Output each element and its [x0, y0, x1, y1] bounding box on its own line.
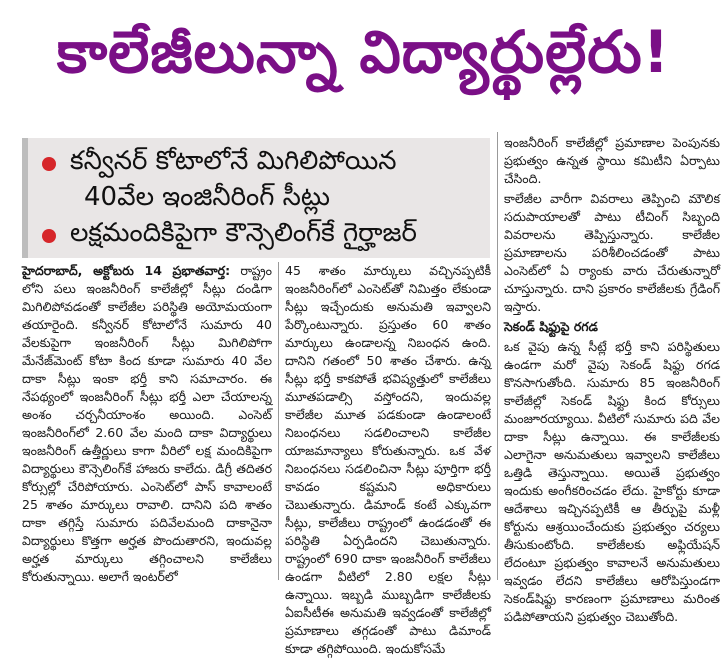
- dateline: హైదరాబాద్, అక్టోబరు 14 ప్రభాతవార్త:: [22, 263, 231, 278]
- article-text: 45 శాతం మార్కులు వచ్చినప్పటికీ ఇంజనీరింగ్‌లో ఎంసెట్‌తో నిమిత్తం లేకుండా సీట్లు ఇచ్చేందుకు అనుమతి ఇవ్వాలని పేర్కొంటున్నారు. ప్రస్తుతం 60 శాతం మార్కులు ఉండాలన్న నిబంధన ఉంది. దానిని గతంలో 50 శాతం చేశారు. ఉన్న సీట్లు భర్తీ కాకపోతే భవిష్యత్తులో కాలేజీలు మూతపడాల్సి వస్తోందని, ఇందువల్ల కాలేజీల మూత పడకుండా ఉండాలంటే నిబంధనలు సడలించాలని కాలేజీల యాజమాన్యాలు కోరుతున్నారు. ఒక వేళ నిబంధనలు సడలించినా సీట్లు పూర్తిగా భర్తీ కావడం కష్టమని అధికారులు చెబుతున్నారు. డిమాండ్ కంటే ఎక్కువగా సీట్లు, కాలేజీలు రాష్ట్రంలో ఉండడంతో ఈ పరిస్థితి ఏర్పడిందని చెబుతున్నారు. రాష్ట్రంలో 690 దాకా ఇంజనీరింగ్ కాలేజీలు ఉండగా వీటిలో 2.80 లక్షల సీట్లు ఉన్నాయి. ఇబ్బడి ముబ్బడిగా కాలేజీలకు ఏఐసీటీఈ అనుమతి ఇవ్వడంతో కాలేజీల్లో ప్రమాణాలు తగ్గడంతో పాటు డిమాండ్ కూడా తగ్గిపోయింది. ఇందుకోసమే: [285, 263, 491, 656]
- headline: కాలేజీలున్నా విద్యార్థుల్లేరు!: [56, 17, 671, 86]
- column-divider: [278, 262, 279, 580]
- bullet-continuation: [84, 182, 330, 218]
- article-text: ఇంజనీరింగ్ కాలేజీల్లో ప్రమాణాల పెంపునకు ప్రభుత్వం ఉన్నత స్థాయి కమిటీని ఏర్పాటు చేసింది.: [504, 135, 720, 186]
- article-text: కాలేజీల వారీగా వివరాలు తెప్పించి మౌలిక సదుపాయాలతో పాటు టీచింగ్ సిబ్బంది వివరాలను తెప్పిస్తున్నారు. కాలేజీల ప్రమాణాలను పరిశీలించడంతో పాటు ఎంసెట్‌లో ఏ ర్యాంకు వారు చేరుతున్నారో చూస్తున్నారు. దాని ప్రకారం కాలేజీలకు గ్రేడింగ్ ఇస్తారు.: [504, 191, 720, 314]
- bullet-dot-icon: [42, 229, 56, 243]
- bullet-text: 40వేల ఇంజినీరింగ్ సీట్లు: [84, 182, 330, 212]
- bullet-text: కన్వీనర్ కోటాలోనే మిగిలిపోయిన: [70, 146, 397, 176]
- subheading: సెకండ్ షిఫ్టుపై రగడ: [504, 319, 598, 334]
- article-column-2: [285, 262, 491, 656]
- column-divider: [497, 132, 498, 580]
- bullet-text: లక్షమందికిపైగా కౌన్సెలింగ్‌కే గైర్హాజర్: [70, 218, 417, 248]
- article-text: రాష్ట్రం లోని పలు ఇంజనీరింగ్ కాలేజీల్లో సీట్లు దండిగా మిగిలిపోవడంతో కాలేజీల పరిస్థితి అయోమయంగా తయారైంది. కన్వీనర్ కోటాలోనే సుమారు 40 వేలకుపైగా ఇంజనీరింగ్ సీట్లు మిగిలిపోగా మేనేజ్‌మెంట్ కోటా కింద కూడా సుమారు 40 వేల దాకా సీట్లు ఇంకా భర్తీ కాని సమాచారం. ఈ నేపథ్యంలో ఇంజనీరింగ్ సీట్లు భర్తీ ఎలా చేయాలన్న అంశం చర్చనీయాంశం అయింది. ఎంసెట్ ఇంజనీరింగ్‌లో 2.60 వేల మంది దాకా విద్యార్థులు ఇంజనీరింగ్ ఉత్తీర్ణులు కాగా వీరిలో లక్ష మందికిపైగా విద్యార్థులు కౌన్సెలింగ్‌కే హాజరు కాలేదు. డిగ్రీ తదితర కోర్సుల్లో చేరిపోయారు. ఎంసెట్‌లో పాస్ కావాలంటే 25 శాతం మార్కులు రావాలి. దానిని పది శాతం దాకా తగ్గిస్తే సుమారు పదివేలమంది దాకానైనా విద్యార్థులు కొత్తగా అర్హత పొందుతారని, ఇందువల్ల అర్హత మార్కులు తగ్గించాలని కాలేజీలు కోరుతున్నాయి. అలాగే ఇంటర్‌లో: [22, 263, 272, 584]
- article-column-3: [504, 134, 720, 624]
- bullet-item: [42, 218, 417, 254]
- bullet-dot-icon: [42, 157, 56, 171]
- article-column-1: [22, 262, 272, 584]
- article-text: ఒక వైపు ఉన్న సీట్లే భర్తీ కాని పరిస్థితులు ఉండగా మరో వైపు సెకండ్ షిఫ్టు రగడ కొనసాగుతోంది. సుమారు 85 ఇంజనీరింగ్ కాలేజీల్లో సెకండ్ షిఫ్టు కింద కోర్సులు మంజూరయ్యాయి. వీటిలో సుమారు పది వేల దాకా సీట్లు ఉన్నాయి. ఈ కాలేజీలకు ఎలాగైనా అనుమతులు ఇవ్వాలని కాలేజీలు ఒత్తిడి తెస్తున్నాయి. అయితే ప్రభుత్వం ఇందుకు అంగీకరించడం లేదు. హైకోర్టు కూడా ఆదేశాలు ఇచ్చినప్పటికీ ఆ తీర్పుపై మళ్లీ కోర్టును ఆశ్రయించేందుకు ప్రభుత్వం చర్యలు తీసుకుంటోంది. కాలేజీలకు అఫ్లియేషన్ లేదంటూ ప్రభుత్వం కావాలనే అనుమతులు ఇవ్వడం లేదని కాలేజీలు ఆరోపిస్తుండగా సెకండ్‌షిఫ్టు కారణంగా ప్రమాణాలు మరింత పడిపోతాయని ప్రభుత్వం చెబుతోంది.: [504, 339, 720, 624]
- highlights-box: [22, 138, 490, 258]
- bullet-item: [42, 146, 397, 182]
